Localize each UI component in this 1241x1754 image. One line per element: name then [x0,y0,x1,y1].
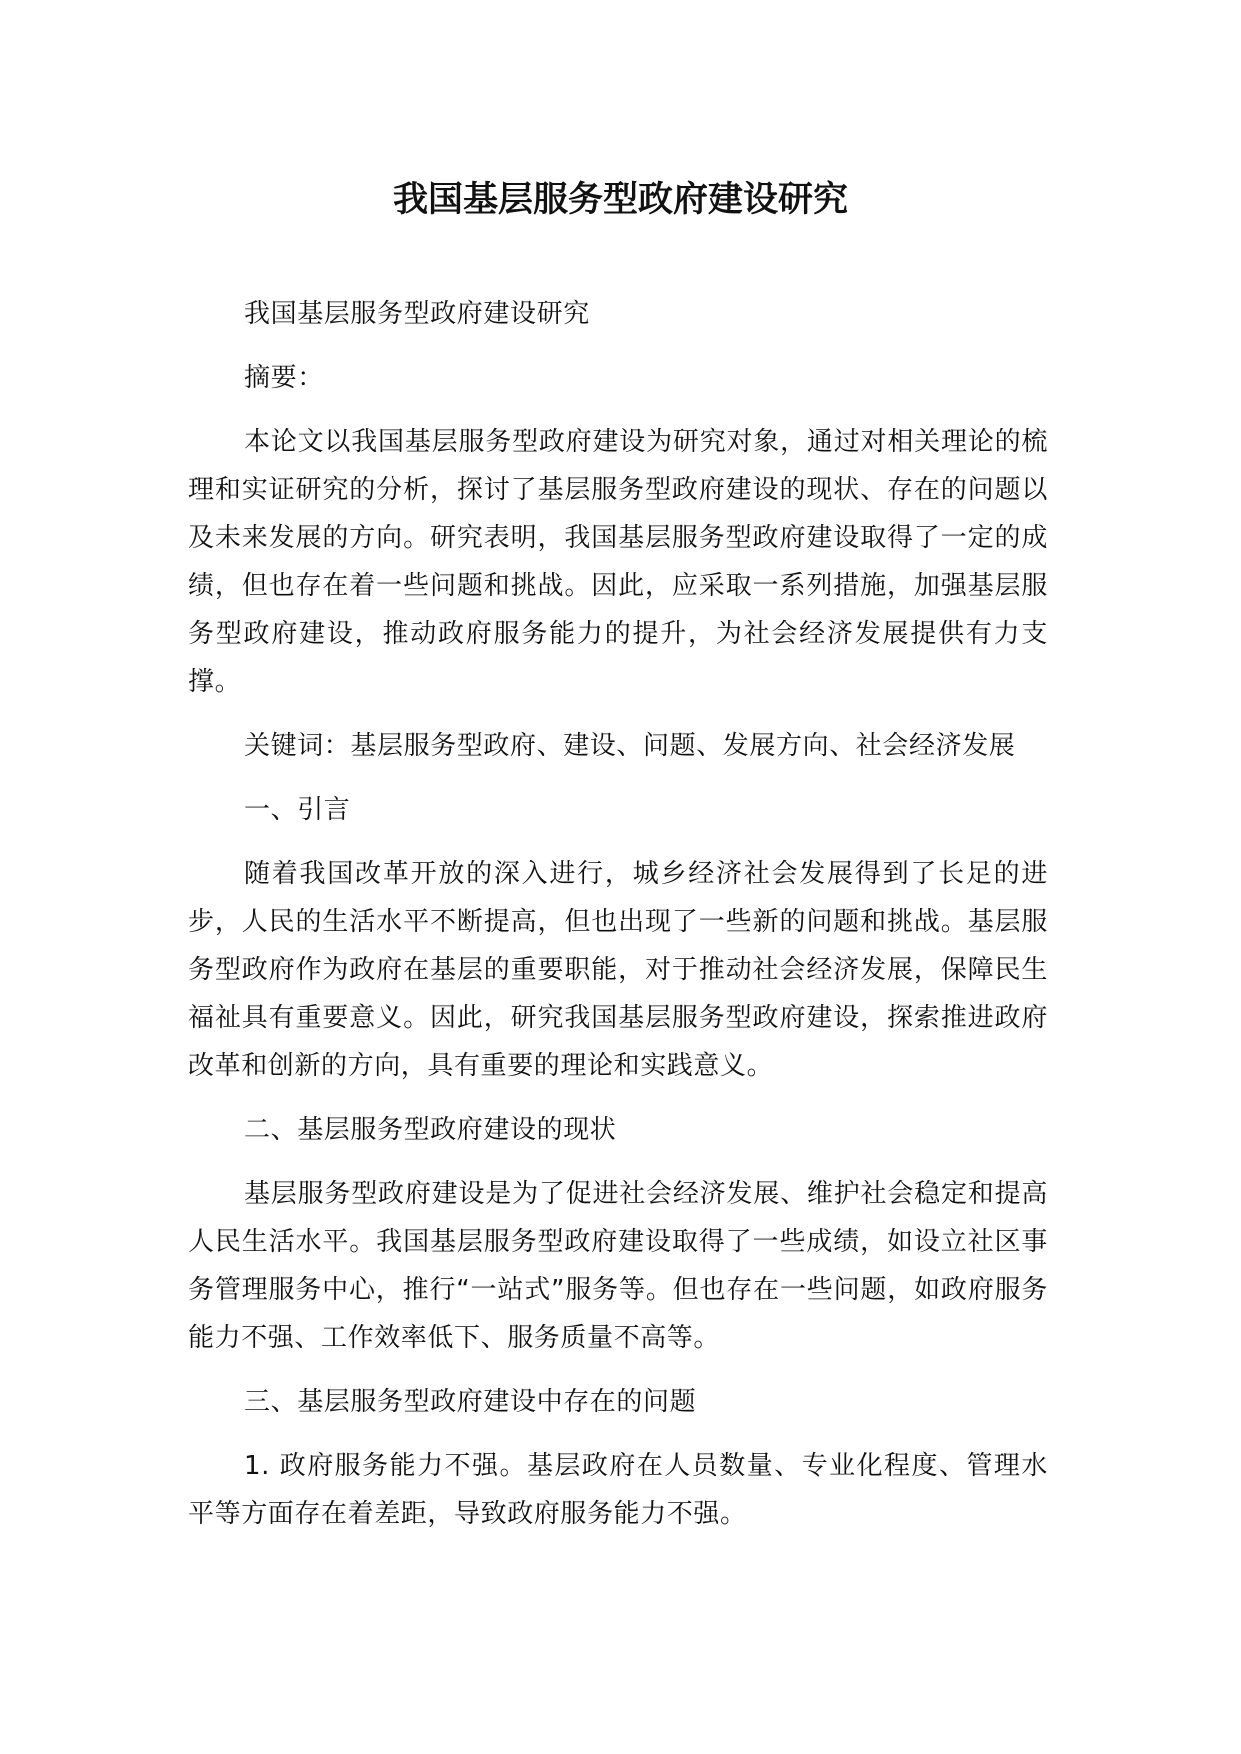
problem-item-1: 1. 政府服务能力不强。基层政府在人员数量、专业化程度、管理水平等方面存在着差距，导致政府服务能力不强。 [188,1451,1048,1529]
subtitle-paragraph: 我国基层服务型政府建设研究 [244,299,590,329]
section-heading-status: 二、基层服务型政府建设的现状 [244,1115,617,1145]
status-paragraph: 基层服务型政府建设是为了促进社会经济发展、维护社会稳定和提高人民生活水平。我国基层服务型政府建设取得了一些成绩，如设立社区事务管理服务中心，推行“一站式”服务等。但也存在一些问题，如政府服务能力不强、工作效率低下、服务质量不高等。 [188,1179,1048,1353]
abstract-paragraph: 本论文以我国基层服务型政府建设为研究对象，通过对相关理论的梳理和实证研究的分析，探讨了基层服务型政府建设的现状、存在的问题以及未来发展的方向。研究表明，我国基层服务型政府建设取得了一定的成绩，但也存在着一些问题和挑战。因此，应采取一系列措施，加强基层服务型政府建设，推动政府服务能力的提升，为社会经济发展提供有力支撑。 [188,427,1048,697]
document-title: 我国基层服务型政府建设研究 [392,180,848,220]
abstract-heading: 摘要： [244,363,324,393]
keywords-paragraph: 关键词：基层服务型政府、建设、问题、发展方向、社会经济发展 [244,731,1016,761]
document-body [188,290,1048,1554]
section-heading-problems: 三、基层服务型政府建设中存在的问题 [244,1387,697,1417]
section-heading-introduction: 一、引言 [244,795,351,825]
introduction-paragraph: 随着我国改革开放的深入进行，城乡经济社会发展得到了长足的进步，人民的生活水平不断提高，但也出现了一些新的问题和挑战。基层服务型政府作为政府在基层的重要职能，对于推动社会经济发展，保障民生福祉具有重要意义。因此，研究我国基层服务型政府建设，探索推进政府改革和创新的方向，具有重要的理论和实践意义。 [188,859,1048,1081]
